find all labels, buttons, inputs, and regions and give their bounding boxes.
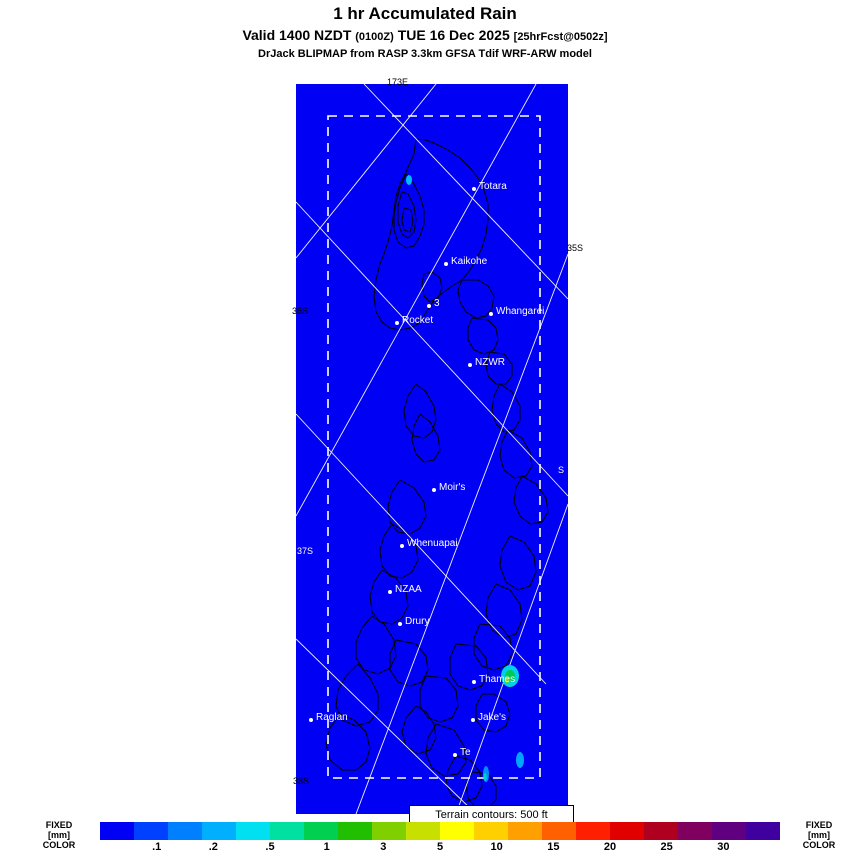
color-scale-tick-label: 15 xyxy=(547,841,560,853)
color-swatch xyxy=(508,822,542,840)
legend-right xyxy=(790,820,848,850)
forecast-tag: [25hrFcst@0502z] xyxy=(513,31,608,43)
station-dot xyxy=(472,187,476,191)
station-dot xyxy=(395,321,399,325)
color-swatch xyxy=(406,822,440,840)
station-dot xyxy=(489,312,493,316)
valid-utc: (0100Z) xyxy=(355,31,394,43)
page-title: 1 hr Accumulated Rain xyxy=(333,4,517,23)
color-scale-tick-label: .2 xyxy=(208,841,218,853)
color-scale-ticks xyxy=(100,841,780,857)
color-swatch xyxy=(542,822,576,840)
grid-label: 36S xyxy=(292,306,309,316)
color-swatch xyxy=(236,822,270,840)
legend-left-line3: COLOR xyxy=(42,840,76,850)
station-label: Whenuapai xyxy=(407,538,458,549)
color-swatch xyxy=(338,822,372,840)
color-scale-tick-label: 5 xyxy=(436,841,444,853)
station-dot xyxy=(398,622,402,626)
legend-left-line2: [mm] xyxy=(48,830,70,840)
grid-label: S xyxy=(558,465,565,475)
legend-left xyxy=(30,820,88,850)
station-label: Drury xyxy=(405,616,430,627)
color-swatch xyxy=(576,822,610,840)
color-swatch xyxy=(678,822,712,840)
legend-right-line1: FIXED xyxy=(805,820,833,830)
valid-time: Valid 1400 NZDT xyxy=(242,27,352,43)
terrain-note: Terrain contours: 500 ft xyxy=(409,805,574,824)
color-scale-tick-label: .5 xyxy=(265,841,275,853)
color-swatch xyxy=(304,822,338,840)
color-scale-tick-label: .1 xyxy=(152,841,162,853)
station-label: Moir's xyxy=(439,482,466,493)
map-graphics xyxy=(296,84,568,814)
color-scale-tick-label: 10 xyxy=(490,841,503,853)
station-dot xyxy=(444,262,448,266)
color-swatch xyxy=(746,822,780,840)
color-swatch xyxy=(474,822,508,840)
color-swatch xyxy=(610,822,644,840)
station-label: Totara xyxy=(479,181,507,192)
station-dot xyxy=(432,488,436,492)
station-label: Thames xyxy=(479,674,516,685)
station-label: NZWR xyxy=(475,357,505,368)
color-swatch xyxy=(644,822,678,840)
station-label: NZAA xyxy=(395,584,422,595)
legend-right-line3: COLOR xyxy=(802,840,836,850)
grid-label: 35S xyxy=(567,243,584,253)
station-label: 3 xyxy=(434,298,440,309)
color-swatch xyxy=(168,822,202,840)
valid-date: TUE 16 Dec 2025 xyxy=(397,27,510,43)
station-label: Jake's xyxy=(478,712,507,723)
station-dot xyxy=(453,753,457,757)
station-label: Te xyxy=(460,747,471,758)
color-scale-tick-label: 25 xyxy=(660,841,673,853)
station-dot xyxy=(309,718,313,722)
model-credit: DrJack BLIPMAP from RASP 3.3km GFSA Tdif WRF-ARW model xyxy=(258,48,592,60)
color-swatch xyxy=(100,822,134,840)
station-dot xyxy=(471,718,475,722)
valid-time-line xyxy=(0,27,850,43)
station-dot xyxy=(427,304,431,308)
grid-label: 38S xyxy=(293,776,310,786)
color-scale-tick-label: 20 xyxy=(603,841,617,853)
station-label: Kaikohe xyxy=(451,256,488,267)
color-swatch xyxy=(270,822,304,840)
legend-right-line2: [mm] xyxy=(808,830,830,840)
station-label: Rocket xyxy=(402,315,434,326)
color-swatch xyxy=(202,822,236,840)
color-scale-tick-label: 30 xyxy=(717,841,730,853)
map-panel[interactable] xyxy=(296,84,568,814)
color-swatch xyxy=(712,822,746,840)
color-swatch xyxy=(440,822,474,840)
grid-label: 37S xyxy=(297,546,314,556)
station-label: Raglan xyxy=(316,712,348,723)
station-dot xyxy=(468,363,472,367)
color-scale-tick-label: 1 xyxy=(323,841,330,853)
station-dot xyxy=(472,680,476,684)
color-swatch xyxy=(134,822,168,840)
station-label: Whangarei xyxy=(496,306,545,317)
station-dot xyxy=(388,590,392,594)
station-dot xyxy=(400,544,404,548)
legend-left-line1: FIXED xyxy=(45,820,73,830)
color-scale-tick-label: 3 xyxy=(380,841,387,853)
color-scale-bar xyxy=(100,822,780,840)
grid-label: 173E xyxy=(387,77,409,87)
color-swatch xyxy=(372,822,406,840)
